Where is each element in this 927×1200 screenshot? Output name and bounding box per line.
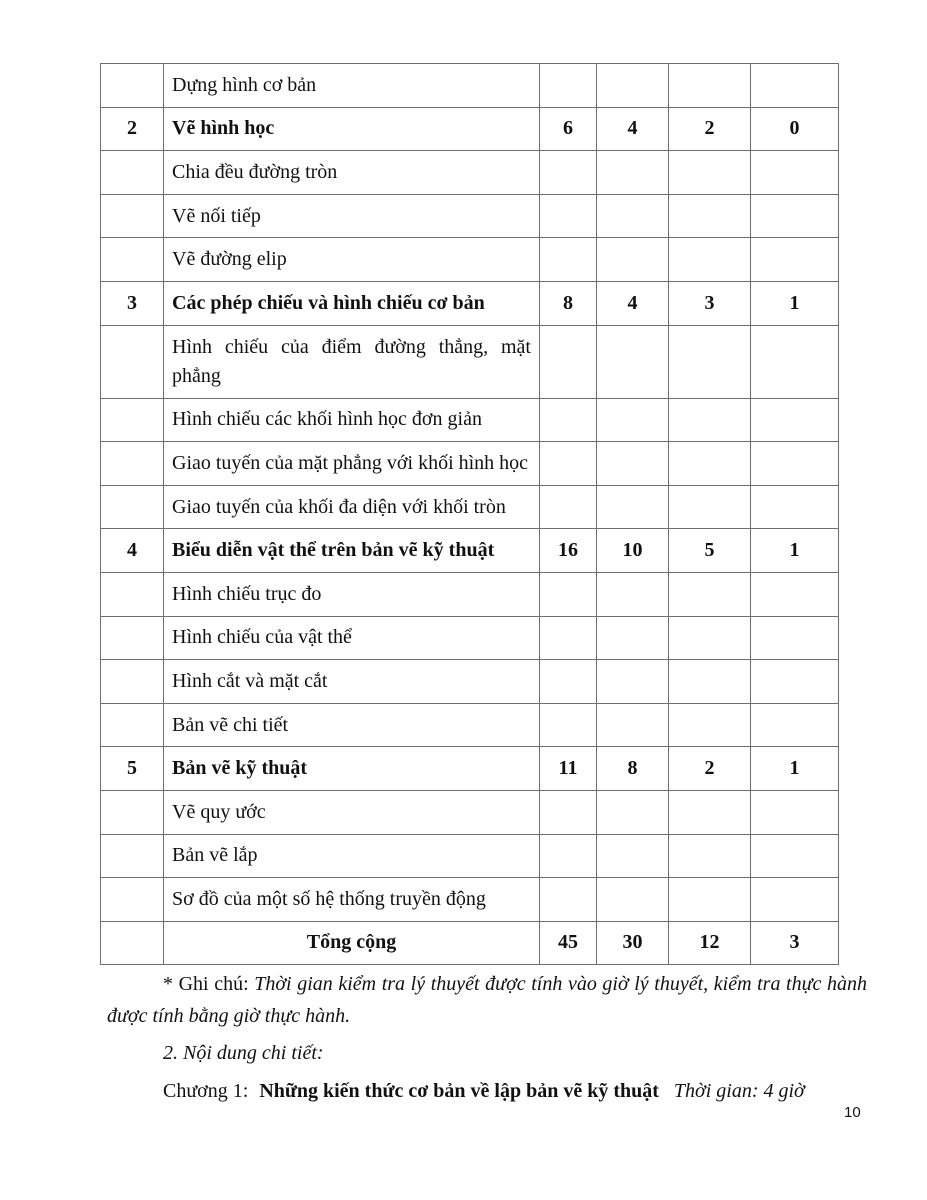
- hours-test: [751, 398, 839, 442]
- hours-test: [751, 194, 839, 238]
- hours-practice: [669, 398, 751, 442]
- row-title: Các phép chiếu và hình chiếu cơ bản: [164, 281, 540, 325]
- total-row: [101, 921, 839, 965]
- row-number: [101, 878, 164, 922]
- hours-test: 1: [751, 281, 839, 325]
- row-number: [101, 790, 164, 834]
- row-title: Hình chiếu các khối hình học đơn giản: [164, 398, 540, 442]
- hours-total: [540, 878, 597, 922]
- table-row: [101, 194, 839, 238]
- hours-total: 16: [540, 529, 597, 573]
- row-number: 3: [101, 281, 164, 325]
- hours-total: [540, 660, 597, 704]
- table-row: [101, 703, 839, 747]
- footnote-prefix: * Ghi chú:: [163, 973, 255, 995]
- hours-total: [540, 616, 597, 660]
- hours-theory: [597, 790, 669, 834]
- section-heading: 2. Nội dung chi tiết:: [163, 1042, 324, 1064]
- hours-total: [540, 442, 597, 486]
- table-row: [101, 281, 839, 325]
- hours-practice: 3: [669, 281, 751, 325]
- hours-test: [751, 616, 839, 660]
- hours-total: [540, 398, 597, 442]
- hours-practice: [669, 616, 751, 660]
- table-row: [101, 529, 839, 573]
- hours-total: [540, 325, 597, 398]
- hours-theory: 4: [597, 107, 669, 151]
- table-row: [101, 572, 839, 616]
- hours-practice: [669, 703, 751, 747]
- row-title: Hình chiếu của điểm đường thẳng, mặt phẳng: [164, 325, 540, 398]
- footnote-line-1: [107, 968, 867, 1000]
- total-test: 3: [751, 921, 839, 965]
- row-title: Hình cắt và mặt cắt: [164, 660, 540, 704]
- hours-theory: [597, 703, 669, 747]
- hours-theory: [597, 616, 669, 660]
- hours-theory: [597, 151, 669, 195]
- row-title: Vẽ nối tiếp: [164, 194, 540, 238]
- hours-theory: [597, 64, 669, 108]
- hours-test: [751, 485, 839, 529]
- chapter-title: Những kiến thức cơ bản về lập bản vẽ kỹ thuật: [259, 1080, 659, 1102]
- row-number: 5: [101, 747, 164, 791]
- row-title: Giao tuyến của khối đa diện với khối tròn: [164, 485, 540, 529]
- hours-theory: [597, 572, 669, 616]
- table-row: [101, 398, 839, 442]
- hours-theory: [597, 878, 669, 922]
- row-title: Hình chiếu trục đo: [164, 572, 540, 616]
- row-title: Sơ đồ của một số hệ thống truyền động: [164, 878, 540, 922]
- table-row: [101, 747, 839, 791]
- hours-total: [540, 151, 597, 195]
- row-title: Bản vẽ lắp: [164, 834, 540, 878]
- hours-total: [540, 238, 597, 282]
- row-number: [101, 616, 164, 660]
- hours-test: [751, 878, 839, 922]
- table-row: [101, 442, 839, 486]
- total-theory: 30: [597, 921, 669, 965]
- row-title: Biểu diễn vật thể trên bản vẽ kỹ thuật: [164, 529, 540, 573]
- chapter-heading: [163, 1075, 805, 1107]
- row-title: Vẽ hình học: [164, 107, 540, 151]
- hours-theory: [597, 485, 669, 529]
- hours-test: [751, 572, 839, 616]
- table-row: [101, 616, 839, 660]
- hours-theory: [597, 325, 669, 398]
- row-number: [101, 151, 164, 195]
- row-title: Bản vẽ kỹ thuật: [164, 747, 540, 791]
- hours-total: [540, 64, 597, 108]
- hours-test: 1: [751, 747, 839, 791]
- table-row: [101, 790, 839, 834]
- hours-test: [751, 703, 839, 747]
- hours-total: [540, 485, 597, 529]
- hours-theory: [597, 194, 669, 238]
- table-row: [101, 878, 839, 922]
- row-title: Vẽ quy ước: [164, 790, 540, 834]
- hours-total: [540, 703, 597, 747]
- hours-total: [540, 790, 597, 834]
- hours-practice: [669, 834, 751, 878]
- hours-practice: [669, 325, 751, 398]
- total-practice: 12: [669, 921, 751, 965]
- table-row: [101, 485, 839, 529]
- table-row: [101, 834, 839, 878]
- hours-total: [540, 572, 597, 616]
- row-title: Hình chiếu của vật thể: [164, 616, 540, 660]
- hours-practice: [669, 194, 751, 238]
- row-number: 4: [101, 529, 164, 573]
- row-number: [101, 64, 164, 108]
- hours-practice: 2: [669, 107, 751, 151]
- hours-theory: [597, 660, 669, 704]
- hours-practice: [669, 572, 751, 616]
- hours-practice: [669, 238, 751, 282]
- hours-test: [751, 151, 839, 195]
- hours-test: [751, 325, 839, 398]
- hours-theory: 8: [597, 747, 669, 791]
- hours-practice: [669, 64, 751, 108]
- hours-theory: [597, 442, 669, 486]
- hours-practice: [669, 878, 751, 922]
- row-number: [101, 398, 164, 442]
- row-number: [101, 238, 164, 282]
- curriculum-table: [100, 63, 839, 965]
- hours-theory: 10: [597, 529, 669, 573]
- table-row: [101, 151, 839, 195]
- row-number: 2: [101, 107, 164, 151]
- row-number: [101, 660, 164, 704]
- footnote-line-2: [107, 1000, 867, 1032]
- table-row: [101, 660, 839, 704]
- hours-theory: [597, 398, 669, 442]
- hours-practice: [669, 660, 751, 704]
- hours-practice: [669, 790, 751, 834]
- hours-total: [540, 194, 597, 238]
- hours-practice: [669, 485, 751, 529]
- footnote: [107, 968, 867, 1032]
- total-hours: 45: [540, 921, 597, 965]
- chapter-label: Chương 1:: [163, 1080, 249, 1102]
- page-number: 10: [844, 1104, 861, 1121]
- row-number: [101, 194, 164, 238]
- hours-test: 1: [751, 529, 839, 573]
- row-number: [101, 485, 164, 529]
- table-row: [101, 107, 839, 151]
- row-number: [101, 834, 164, 878]
- hours-theory: 4: [597, 281, 669, 325]
- hours-theory: [597, 238, 669, 282]
- hours-test: [751, 834, 839, 878]
- hours-test: [751, 442, 839, 486]
- table-body: [101, 64, 839, 965]
- row-title: Dựng hình cơ bản: [164, 64, 540, 108]
- hours-theory: [597, 834, 669, 878]
- hours-test: [751, 64, 839, 108]
- row-number: [101, 442, 164, 486]
- row-number: [101, 572, 164, 616]
- hours-test: [751, 238, 839, 282]
- row-title: Vẽ đường elip: [164, 238, 540, 282]
- row-title: Chia đều đường tròn: [164, 151, 540, 195]
- hours-test: [751, 660, 839, 704]
- table-row: [101, 325, 839, 398]
- hours-total: 8: [540, 281, 597, 325]
- hours-test: [751, 790, 839, 834]
- hours-practice: [669, 442, 751, 486]
- row-number: [101, 325, 164, 398]
- chapter-time: Thời gian: 4 giờ: [673, 1080, 805, 1102]
- footnote-text-2: được tính bằng giờ thực hành.: [107, 1005, 351, 1027]
- table-row: [101, 238, 839, 282]
- total-row-number: [101, 921, 164, 965]
- hours-practice: [669, 151, 751, 195]
- hours-total: 11: [540, 747, 597, 791]
- row-number: [101, 703, 164, 747]
- hours-test: 0: [751, 107, 839, 151]
- footnote-text-1: Thời gian kiểm tra lý thuyết được tính vào giờ lý thuyết, kiểm tra thực hành: [254, 973, 867, 995]
- hours-total: 6: [540, 107, 597, 151]
- row-title: Bản vẽ chi tiết: [164, 703, 540, 747]
- row-title: Giao tuyến của mặt phẳng với khối hình học: [164, 442, 540, 486]
- table-row: [101, 64, 839, 108]
- hours-practice: 2: [669, 747, 751, 791]
- hours-total: [540, 834, 597, 878]
- total-label: Tổng cộng: [164, 921, 540, 965]
- hours-practice: 5: [669, 529, 751, 573]
